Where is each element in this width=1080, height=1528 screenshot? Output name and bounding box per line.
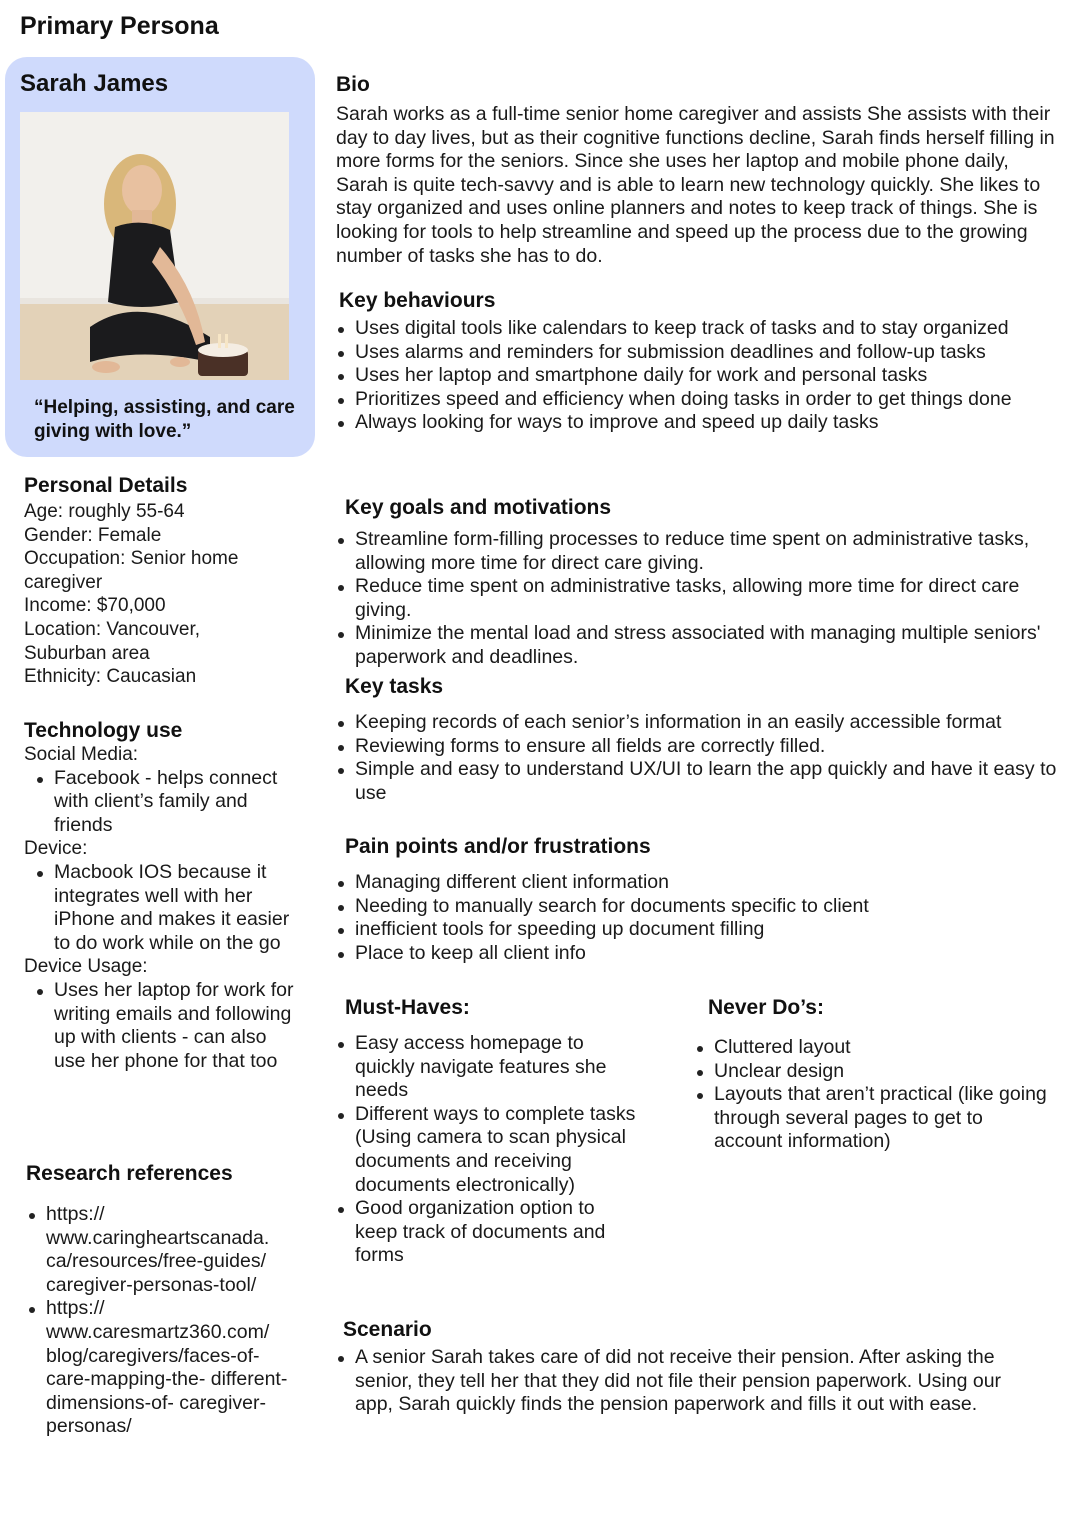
page-title: Primary Persona [20,12,219,40]
key-behaviours-title: Key behaviours [339,289,496,312]
list-item: Reviewing forms to ensure all fields are correctly filled. [336,735,1061,759]
persona-quote: “Helping, assisting, and care giving with love.” [34,397,295,442]
list-item: Streamline form-filling processes to reduce time spent on administrative tasks, allowing more time for direct care giving. [336,528,1046,575]
never-dos-list [695,1036,1055,1154]
list-item: Uses digital tools like calendars to keep track of tasks and to stay organized [336,317,1056,341]
list-item: Needing to manually search for documents specific to client [336,895,1056,919]
list-item: Always looking for ways to improve and speed up daily tasks [336,411,1056,435]
list-item: Easy access homepage to quickly navigate features she needs [336,1032,636,1103]
device-list [35,861,294,955]
detail-line: Location: Vancouver, [24,618,201,640]
never-dos-title: Never Do’s: [708,996,824,1019]
device-label: Device: [24,838,88,860]
list-item: Facebook - helps connect with client’s family and friends [35,767,294,838]
key-tasks-list [336,711,1061,805]
social-media-label: Social Media: [24,744,139,765]
personal-details-list [24,500,304,689]
list-item: Uses her laptop and smartphone daily for work and personal tasks [336,364,1056,388]
list-item: Managing different client information [336,871,1056,895]
list-item: inefficient tools for speeding up document filling [336,918,1056,942]
scenario-list [336,1346,1041,1417]
personal-details-title: Personal Details [24,474,188,497]
detail-line: Age: roughly 55-64 [24,501,185,522]
scenario-title: Scenario [343,1318,432,1341]
list-item: Simple and easy to understand UX/UI to learn the app quickly and have it easy to use [336,758,1061,805]
technology-use-section [24,743,294,1073]
device-usage-list [35,979,294,1073]
pain-points-title: Pain points and/or frustrations [345,835,651,858]
must-haves-list [336,1032,636,1268]
list-item: Reduce time spent on administrative tasks, allowing more time for direct care giving. [336,575,1046,622]
list-item: Good organization option to keep track of documents and forms [336,1197,636,1268]
key-goals-list [336,528,1046,670]
reference-link[interactable]: https:// www.caresmartz360.com/ blog/caregivers/faces-of- care-mapping-the- different-dimensions-of- caregiver-personas/ [27,1297,305,1439]
detail-line: Suburban area [24,642,150,664]
detail-line: caregiver [24,571,103,593]
research-references-title: Research references [26,1162,233,1185]
bio-title: Bio [336,73,370,96]
detail-line: Occupation: Senior home [24,548,239,570]
key-goals-title: Key goals and motivations [345,496,612,519]
key-behaviours-list [336,317,1056,435]
list-item: A senior Sarah takes care of did not receive their pension. After asking the senior, they tell her that they did not file their pension paperwork. Using our app, Sarah quickly finds the pension paperwork and fills it out with ease. [336,1346,1041,1417]
bio-text: Sarah works as a full-time senior home caregiver and assists She assists with their day to day lives, but as their cognitive functions decline, Sarah finds herself filling in more forms for the seniors. Since she uses her laptop and mobile phone daily, Sarah is quite tech-savvy and is able to learn new technology quickly. She likes to stay organized and uses online planners and notes to keep track of things. She is looking for tools to help streamline and speed up the process due to the growing number of tasks she has to do. [336,103,1055,267]
detail-line: Income: $70,000 [24,595,166,617]
reference-link[interactable]: https:// www.caringheartscanada. ca/resources/free-guides/ caregiver-personas-tool/ [27,1203,305,1297]
list-item: Different ways to complete tasks (Using camera to scan physical documents and receiving documents electronically) [336,1103,636,1197]
detail-line: Ethnicity: Caucasian [24,666,197,688]
list-item: Cluttered layout [695,1036,1055,1060]
list-item: Prioritizes speed and efficiency when doing tasks in order to get things done [336,388,1056,412]
list-item: Macbook IOS because it integrates well with her iPhone and makes it easier to do work while on the go [35,861,294,955]
pain-points-list [336,871,1056,965]
list-item: Uses her laptop for work for writing emails and following up with clients - can also use her phone for that too [35,979,294,1073]
research-references-list [27,1203,305,1439]
list-item: Keeping records of each senior’s information in an easily accessible format [336,711,1061,735]
list-item: Uses alarms and reminders for submission deadlines and follow-up tasks [336,341,1056,365]
detail-line: Gender: Female [24,524,162,546]
persona-photo [20,112,289,380]
list-item: Place to keep all client info [336,942,1056,966]
persona-name: Sarah James [20,70,169,97]
list-item: Minimize the mental load and stress associated with managing multiple seniors' paperwork and deadlines. [336,622,1046,669]
list-item: Unclear design [695,1060,1055,1084]
key-tasks-title: Key tasks [345,675,444,698]
must-haves-title: Must-Haves: [345,996,470,1019]
technology-use-title: Technology use [24,719,183,742]
social-media-list [35,767,294,838]
device-usage-label: Device Usage: [24,956,148,978]
list-item: Layouts that aren’t practical (like going through several pages to get to account information) [695,1083,1055,1154]
